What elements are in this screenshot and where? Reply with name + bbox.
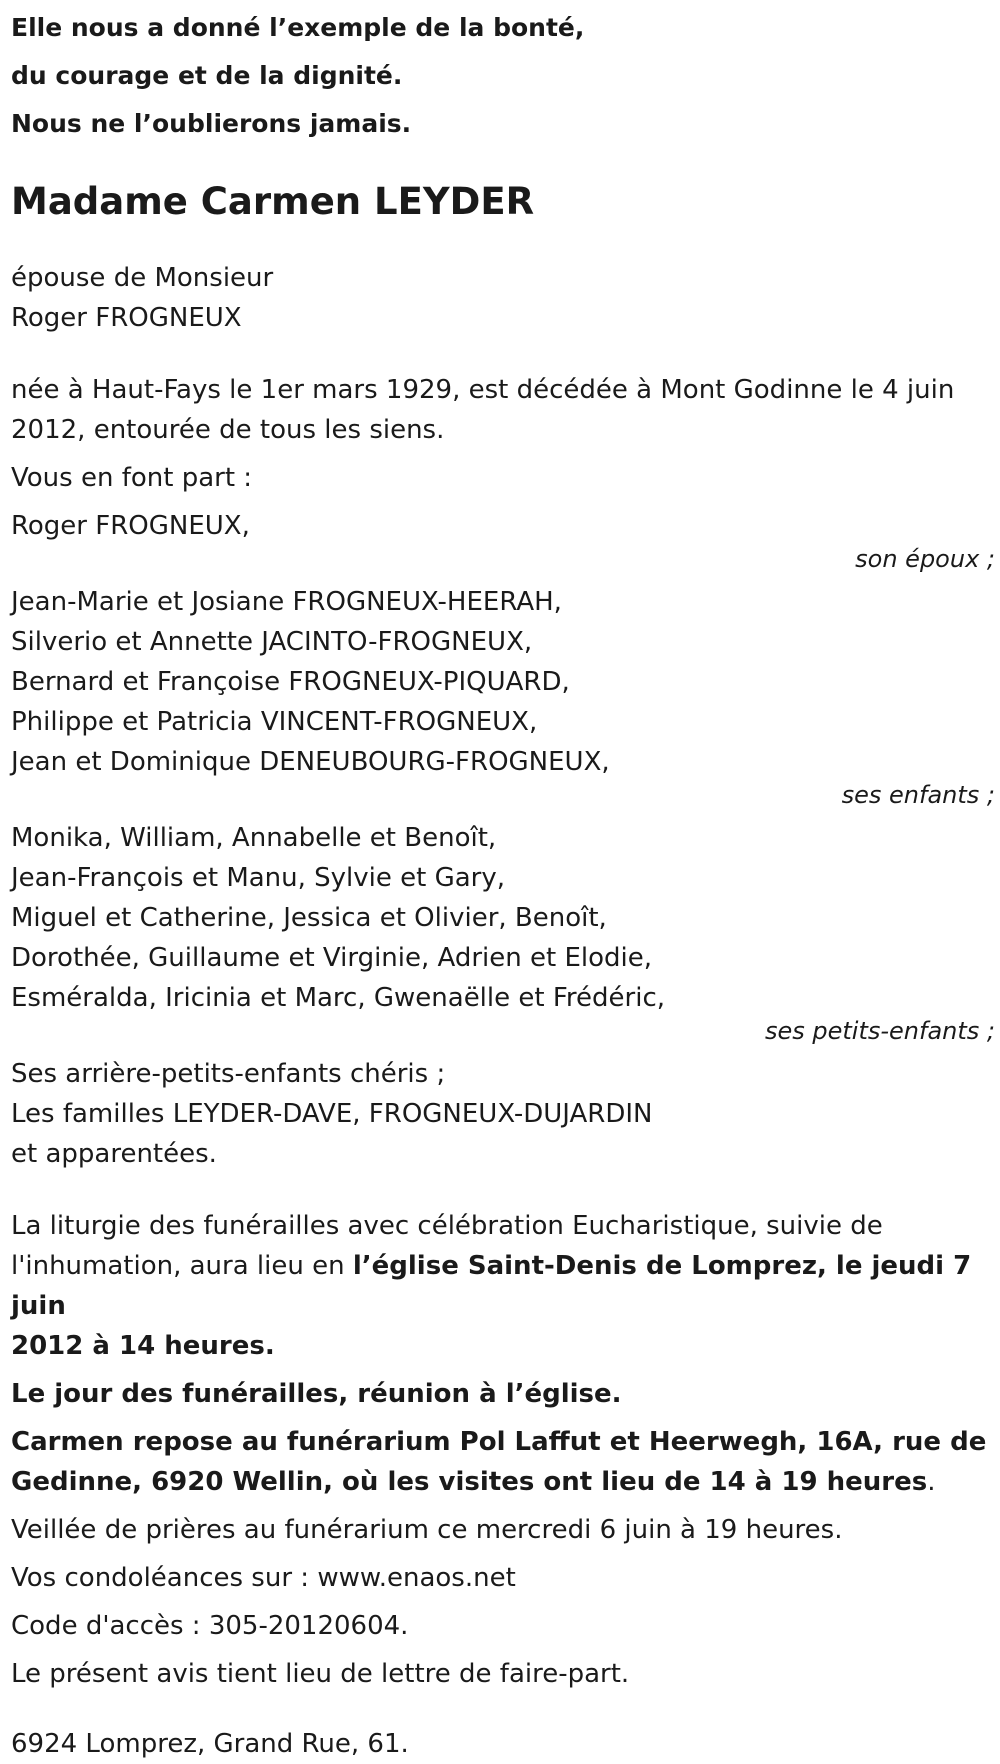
family-role: son époux ; [855, 545, 995, 573]
obituary-content [11, 4, 999, 1764]
liturgy-time: 2012 à 14 heures. [11, 1331, 275, 1361]
family-name: Jean-Marie et Josiane FROGNEUX-HEERAH, [11, 587, 562, 617]
notice-text: Le présent avis tient lieu de lettre de faire-part. [11, 1659, 630, 1689]
other-family-line: et apparentées. [11, 1139, 217, 1169]
family-name: Dorothée, Guillaume et Virginie, Adrien et Elodie, [11, 943, 653, 973]
funerarium-block [11, 1422, 999, 1502]
family-name: Roger FROGNEUX, [11, 511, 250, 541]
family-name: Bernard et Françoise FROGNEUX-PIQUARD, [11, 667, 570, 697]
access-code: Code d'accès : 305-20120604. [11, 1611, 409, 1641]
liturgy-block [11, 1206, 999, 1366]
spouse-block [11, 258, 999, 338]
family-group-spouse [11, 506, 999, 574]
epitaph-line: Elle nous a donné l’exemple de la bonté, [11, 13, 585, 42]
other-family-line: Les familles LEYDER-DAVE, FROGNEUX-DUJARDIN [11, 1099, 653, 1129]
birth-death-line: née à Haut-Fays le 1er mars 1929, est décédée à Mont Godinne le 4 juin [11, 375, 955, 405]
epitaph-line: Nous ne l’oublierons jamais. [11, 109, 412, 138]
family-role: ses enfants ; [841, 781, 995, 809]
home-address: 6924 Lomprez, Grand Rue, 61. [11, 1729, 409, 1759]
vigil-note: Veillée de prières au funérarium ce mercredi 6 juin à 19 heures. [11, 1515, 843, 1545]
liturgy-line [11, 1246, 999, 1326]
spouse-line: Roger FROGNEUX [11, 303, 242, 333]
family-name: Jean et Dominique DENEUBOURG-FROGNEUX, [11, 747, 610, 777]
funerarium-line [11, 1462, 999, 1502]
liturgy-church: l’église Saint-Denis de Lomprez, le jeudi 7 juin [11, 1251, 972, 1321]
announce-intro: Vous en font part : [11, 463, 253, 493]
family-role: ses petits-enfants ; [764, 1017, 995, 1045]
family-group-grandchildren [11, 818, 999, 1046]
family-group-children [11, 582, 999, 810]
family-name: Miguel et Catherine, Jessica et Olivier, Benoît, [11, 903, 607, 933]
spouse-line: épouse de Monsieur [11, 263, 274, 293]
liturgy-text: l'inhumation, aura lieu en [11, 1251, 353, 1281]
funerarium-end: . [927, 1467, 936, 1497]
reunion-note: Le jour des funérailles, réunion à l’église. [11, 1379, 622, 1409]
family-name: Jean-François et Manu, Sylvie et Gary, [11, 863, 506, 893]
family-name: Silverio et Annette JACINTO-FROGNEUX, [11, 627, 533, 657]
other-family [11, 1054, 999, 1174]
birth-death-block [11, 370, 999, 450]
epitaph-line: du courage et de la dignité. [11, 61, 403, 90]
epitaph [11, 4, 999, 148]
condolences-note: Vos condoléances sur : www.enaos.net [11, 1563, 516, 1593]
obituary-page [0, 4, 1000, 1757]
other-family-line: Ses arrière-petits-enfants chéris ; [11, 1059, 446, 1089]
family-name: Esméralda, Iricinia et Marc, Gwenaëlle et Frédéric, [11, 983, 665, 1013]
funerarium-line: Carmen repose au funérarium Pol Laffut et Heerwegh, 16A, rue de [11, 1427, 987, 1457]
family-name: Monika, William, Annabelle et Benoît, [11, 823, 497, 853]
liturgy-line: La liturgie des funérailles avec célébration Eucharistique, suivie de [11, 1211, 883, 1241]
deceased-name: Madame Carmen LEYDER [11, 180, 535, 223]
family-name: Philippe et Patricia VINCENT-FROGNEUX, [11, 707, 538, 737]
birth-death-line: 2012, entourée de tous les siens. [11, 415, 445, 445]
funerarium-address: Gedinne, 6920 Wellin, où les visites ont lieu de 14 à 19 heures [11, 1467, 928, 1497]
